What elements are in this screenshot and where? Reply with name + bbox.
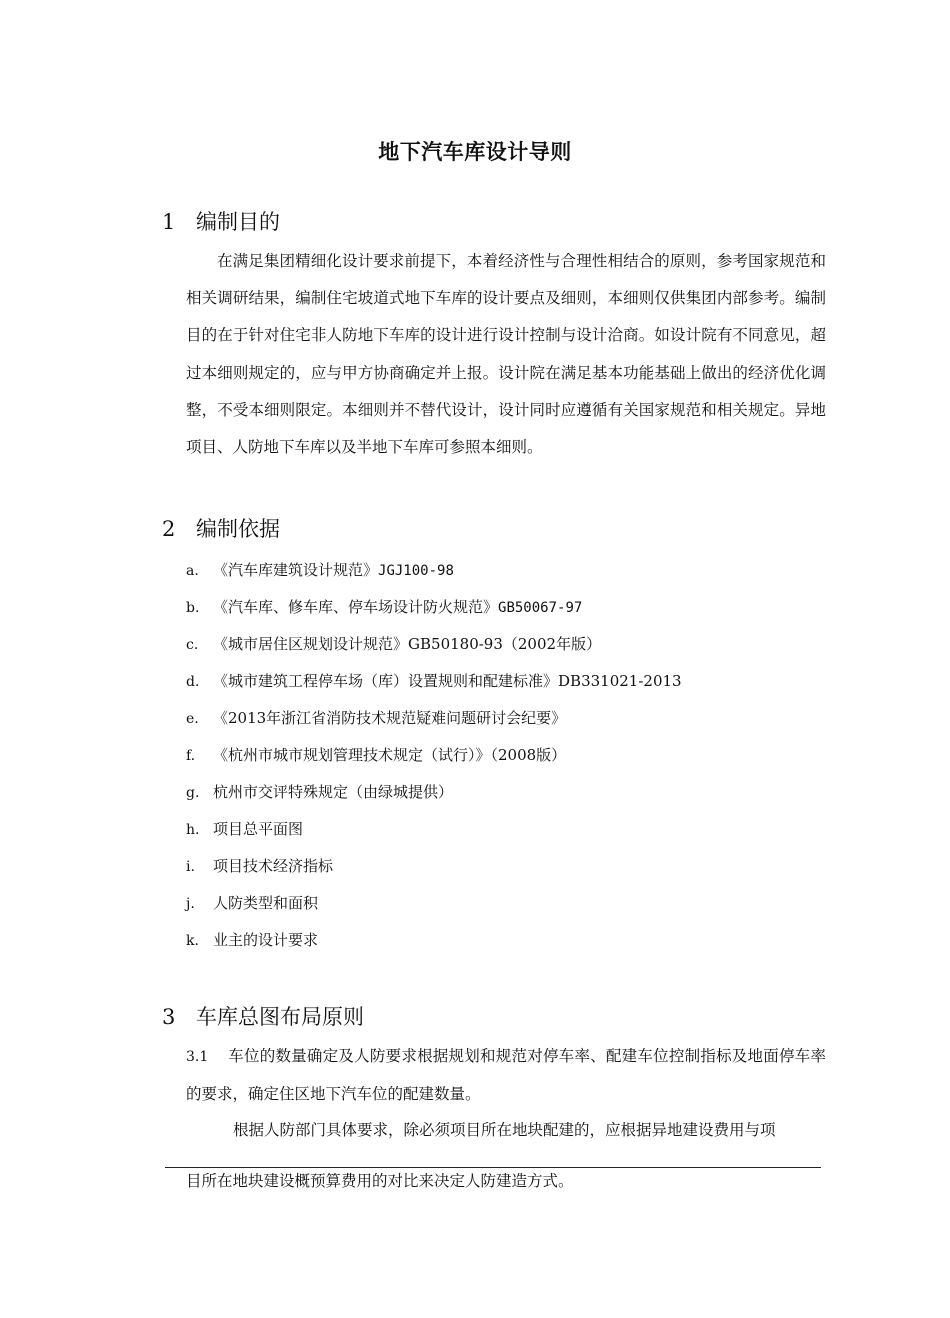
list-marker: k. <box>186 933 199 949</box>
list-marker: b. <box>186 600 200 616</box>
list-item <box>186 700 682 737</box>
reference-title: 项目总平面图 <box>213 820 304 838</box>
section-heading-purpose <box>162 206 280 236</box>
reference-title: 《汽车库、修车库、停车场设计防火规范》 <box>213 598 499 616</box>
list-marker: h. <box>186 822 200 838</box>
reference-title: 《城市居住区规划设计规范》 <box>213 635 409 653</box>
list-item <box>186 885 682 922</box>
list-item <box>186 922 682 959</box>
list-item <box>186 774 682 811</box>
list-marker: c. <box>186 637 199 653</box>
list-item <box>186 552 682 589</box>
section-title: 编制依据 <box>196 517 280 541</box>
reference-title: 项目技术经济指标 <box>213 857 334 875</box>
reference-title: 《汽车库建筑设计规范》 <box>213 561 379 579</box>
reference-code: GB50067-97 <box>498 600 583 616</box>
section-title: 编制目的 <box>196 210 280 234</box>
list-item <box>186 589 682 626</box>
continuation-line: 目所在地块建设概预算费用的对比来决定人防建造方式。 <box>186 1172 574 1190</box>
section-number: 3 <box>162 1005 176 1029</box>
reference-title: 《2013年浙江省消防技术规范疑难问题研讨会纪要》 <box>213 709 567 727</box>
list-marker: e. <box>186 711 199 727</box>
reference-title: 人防类型和面积 <box>213 894 319 912</box>
clause-3-1 <box>186 1038 826 1113</box>
list-marker: g. <box>186 785 200 801</box>
document-title: 地下汽车库设计导则 <box>378 140 572 164</box>
reference-title: 业主的设计要求 <box>213 931 319 949</box>
section-heading-basis <box>162 513 280 543</box>
reference-code: JGJ100-98 <box>378 563 454 579</box>
list-item <box>186 737 682 774</box>
list-item <box>186 663 682 700</box>
list-marker: i. <box>186 859 195 875</box>
section-number: 2 <box>162 517 176 541</box>
list-item <box>186 848 682 885</box>
list-item <box>186 626 682 663</box>
list-marker: a. <box>186 563 199 579</box>
clause-text: 车位的数量确定及人防要求根据规划和规范对停车率、配建车位控制指标及地面停车率的要求，确定住区地下汽车位的配建数量。 <box>186 1047 826 1104</box>
clause-number: 3.1 <box>186 1049 209 1065</box>
section-title: 车库总图布局原则 <box>196 1005 364 1029</box>
section-number: 1 <box>162 210 176 234</box>
list-marker: j. <box>186 896 195 912</box>
reference-list <box>186 552 682 959</box>
purpose-paragraph: 在满足集团精细化设计要求前提下，本着经济性与合理性相结合的原则，参考国家规范和相关调研结果，编制住宅坡道式地下车库的设计要点及细则，本细则仅供集团内部参考。编制目的在于针对住宅非人防地下车库的设计进行设计控制与设计洽商。如设计院有不同意见，超过本细则规定的，应与甲方协商确定并上报。设计院在满足基本功能基础上做出的经济优化调整，不受本细则限定。本细则并不替代设计，设计同时应遵循有关国家规范和相关规定。异地项目、人防地下车库以及半地下车库可参照本细则。 <box>186 252 826 457</box>
list-marker: d. <box>186 674 200 690</box>
reference-title: 杭州市交评特殊规定（由绿城提供） <box>213 783 454 801</box>
list-item <box>186 811 682 848</box>
list-marker: f. <box>186 748 196 764</box>
reference-title: 《杭州市城市规划管理技术规定（试行）》（2008版） <box>213 746 567 764</box>
section-heading-layout <box>162 1001 364 1031</box>
reference-code: DB331021-2013 <box>558 672 682 690</box>
reference-code: GB50180-93（2002年版） <box>408 635 602 653</box>
reference-title: 《城市建筑工程停车场（库）设置规则和配建标准》 <box>213 672 559 690</box>
civil-defense-paragraph: 根据人防部门具体要求，除必须项目所在地块配建的，应根据异地建设费用与项 <box>233 1121 776 1139</box>
